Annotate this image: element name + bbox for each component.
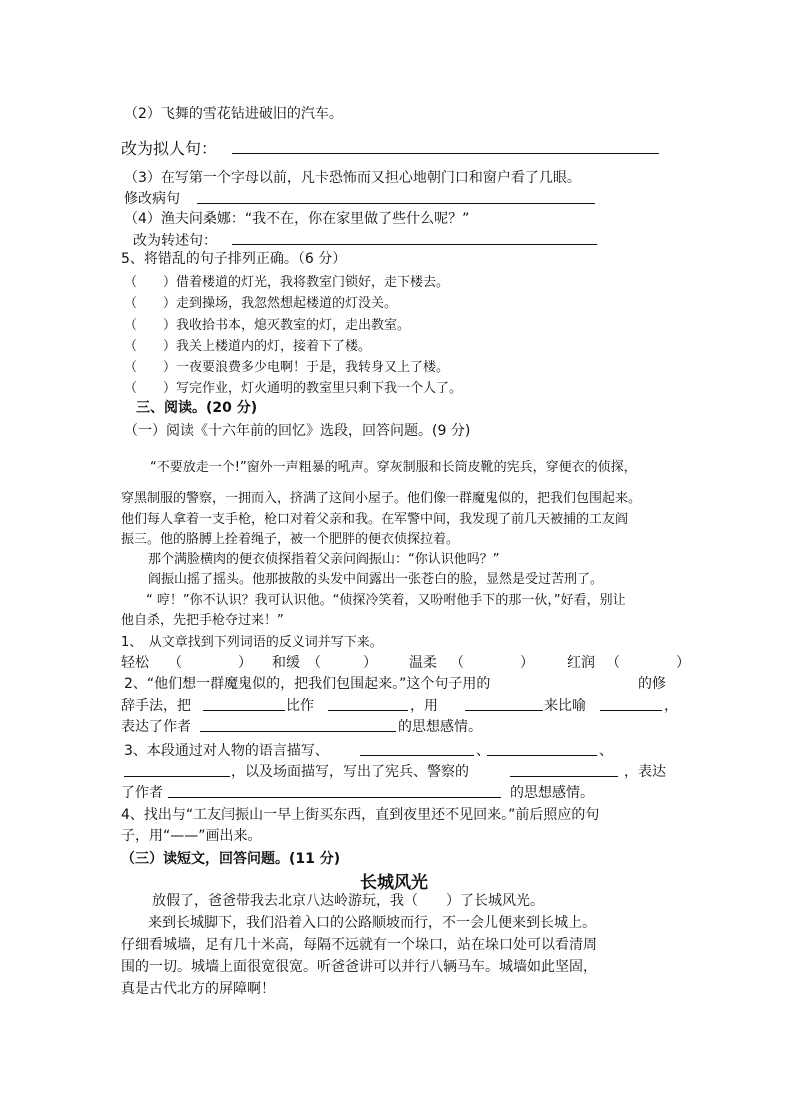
reading-q2-text: 的思想感情。	[398, 719, 482, 735]
question-2-text: （2）飞舞的雪花钻进破旧的汽车。	[124, 106, 343, 122]
antonym-word: 红润	[567, 655, 595, 671]
reading-q3-text: ，表达	[624, 764, 666, 780]
ordering-item[interactable]: （ ）写完作业，灯火通明的教室里只剩下我一个人了。	[124, 381, 463, 396]
answer-blank[interactable]	[600, 710, 662, 711]
ordering-item[interactable]: （ ）走到操场，我忽然想起楼道的灯没关。	[124, 296, 398, 311]
antonym-word: 和缓	[272, 655, 300, 671]
passage-line: “不要放走一个!”窗外一声粗暴的吼声。穿灰制服和长筒皮靴的宪兵，穿便衣的侦探，	[150, 460, 637, 475]
question-3-prompt: 修改病句	[124, 191, 180, 207]
short-text-line: 真是古代北方的屏障啊！	[121, 981, 275, 997]
short-text-line: 围的一切。城墙上面很宽很宽。听爸爸讲可以并行八辆马车。城墙如此坚固，	[121, 959, 597, 975]
short-text-line: 来到长城脚下，我们沿着入口的公路顺坡而行，不一会儿便来到长城上。	[148, 915, 596, 931]
antonym-blank[interactable]: （ ）	[606, 655, 690, 671]
answer-blank[interactable]	[200, 731, 396, 732]
reading-section-heading: 三、阅读。(20 分)	[136, 400, 258, 416]
reading-q2-text: ，	[664, 698, 678, 714]
passage-line: 阎振山摇了摇头。他那披散的头发中间露出一张苍白的脸，显然是受过苦刑了。	[148, 572, 604, 587]
passage-line: 那个满脸横肉的便衣侦探指着父亲问阎振山：“你认识他吗？”	[148, 552, 500, 567]
reading-q2-text: 比作	[286, 698, 314, 714]
reading-q1: 1、 从文章找到下列词语的反义词并写下来。	[121, 635, 383, 650]
reading-q3-text: 3、本段通过对人物的语言描写、	[124, 743, 329, 759]
passage-line: 振三。他的胳膊上拴着绳子，被一个肥胖的便衣侦探拉着。	[121, 532, 460, 547]
short-text-title: 长城风光	[360, 873, 428, 893]
passage-line: 穿黑制服的警察，一拥而入，挤满了这间小屋子。他们像一群魔鬼似的，把我们包围起来。	[121, 491, 642, 506]
reading-q3-text: 的思想感情。	[510, 785, 594, 801]
answer-blank[interactable]	[203, 710, 285, 711]
question-4-text: （4）渔夫问桑娜：“我不在，你在家里做了些什么呢？”	[124, 211, 470, 227]
reading-q2-text: 辞手法，把	[121, 698, 191, 714]
question-3-text: （3）在写第一个字母以前，凡卡恐怖而又担心地朝门口和窗户看了几眼。	[124, 170, 581, 186]
reading-q3-text: ，以及场面描写，写出了宪兵、警察的	[231, 764, 469, 780]
reading-q2-text: ，用	[410, 698, 438, 714]
reading-q3-text: 、	[599, 743, 613, 759]
reading-q3-text: 、	[476, 743, 490, 759]
answer-blank[interactable]	[465, 710, 543, 711]
answer-blank[interactable]	[360, 755, 474, 756]
reading-q2-text: 来比喻	[544, 698, 586, 714]
reading-q2-text: 表达了作者	[121, 719, 191, 735]
short-text-paragraph: 放假了，爸爸带我去北京八达岭游玩，我（ ）了长城风光。	[152, 893, 544, 909]
answer-blank[interactable]	[124, 776, 230, 777]
reading-q4-line1: 4、找出与“工友闫振山一早上街买东西，直到夜里还不见回来。”前后照应的句	[121, 807, 600, 823]
question-4-prompt: 改为转述句：	[133, 233, 217, 249]
antonym-blank[interactable]: （ ）	[450, 655, 534, 671]
answer-line-q2[interactable]	[232, 153, 659, 154]
reading-q2-line1: 2、“他们想一群魔鬼似的，把我们包围起来。”这个句子用的	[124, 676, 491, 692]
ordering-item[interactable]: （ ）我收拾书本，熄灭教室的灯，走出教室。	[124, 318, 411, 333]
ordering-item[interactable]: （ ）一夜要浪费多少电啊！于是，我转身又上了楼。	[124, 360, 450, 375]
answer-line-q3[interactable]	[197, 203, 595, 204]
ordering-item[interactable]: （ ）借着楼道的灯光，我将教室门锁好，走下楼去。	[124, 275, 450, 290]
antonym-word: 轻松	[121, 655, 149, 671]
antonym-word: 温柔	[409, 655, 437, 671]
antonym-blank[interactable]: （ ）	[307, 655, 377, 671]
passage-line: 他们每人拿着一支手枪，枪口对着父亲和我。在军警中间，我发现了前几天被捕的工友阎	[121, 512, 629, 527]
passage-line: “ 哼！”你不认识？我可认识他。“侦探冷笑着，又吩咐他手下的那一伙，”好看，别让	[146, 593, 626, 608]
answer-blank[interactable]	[328, 710, 408, 711]
ordering-item[interactable]: （ ）我关上楼道内的灯，接着下了楼。	[124, 339, 372, 354]
reading-q2-line1-end: 的修	[638, 676, 666, 692]
answer-blank[interactable]	[510, 776, 618, 777]
short-text-line: 仔细看城墙，足有几十米高，每隔不远就有一个垛口，站在垛口处可以看清周	[121, 937, 597, 953]
answer-line-q4[interactable]	[232, 244, 597, 245]
reading-q4-line2: 子，用“——”画出来。	[121, 828, 262, 844]
antonym-blank[interactable]: （ ）	[168, 655, 252, 671]
answer-blank[interactable]	[168, 797, 501, 798]
reading-q3-text: 了作者	[121, 785, 163, 801]
answer-blank[interactable]	[487, 755, 597, 756]
reading-part1-heading: （一）阅读《十六年前的回忆》选段，回答问题。(9 分)	[124, 423, 471, 439]
short-text-heading: （三）读短文，回答问题。(11 分)	[121, 851, 341, 867]
question-2-prompt: 改为拟人句：	[121, 139, 218, 158]
ordering-heading: 5、将错乱的句子排列正确。（6 分）	[121, 251, 347, 267]
passage-line: 他自杀，先把手枪夺过来！”	[121, 613, 284, 628]
